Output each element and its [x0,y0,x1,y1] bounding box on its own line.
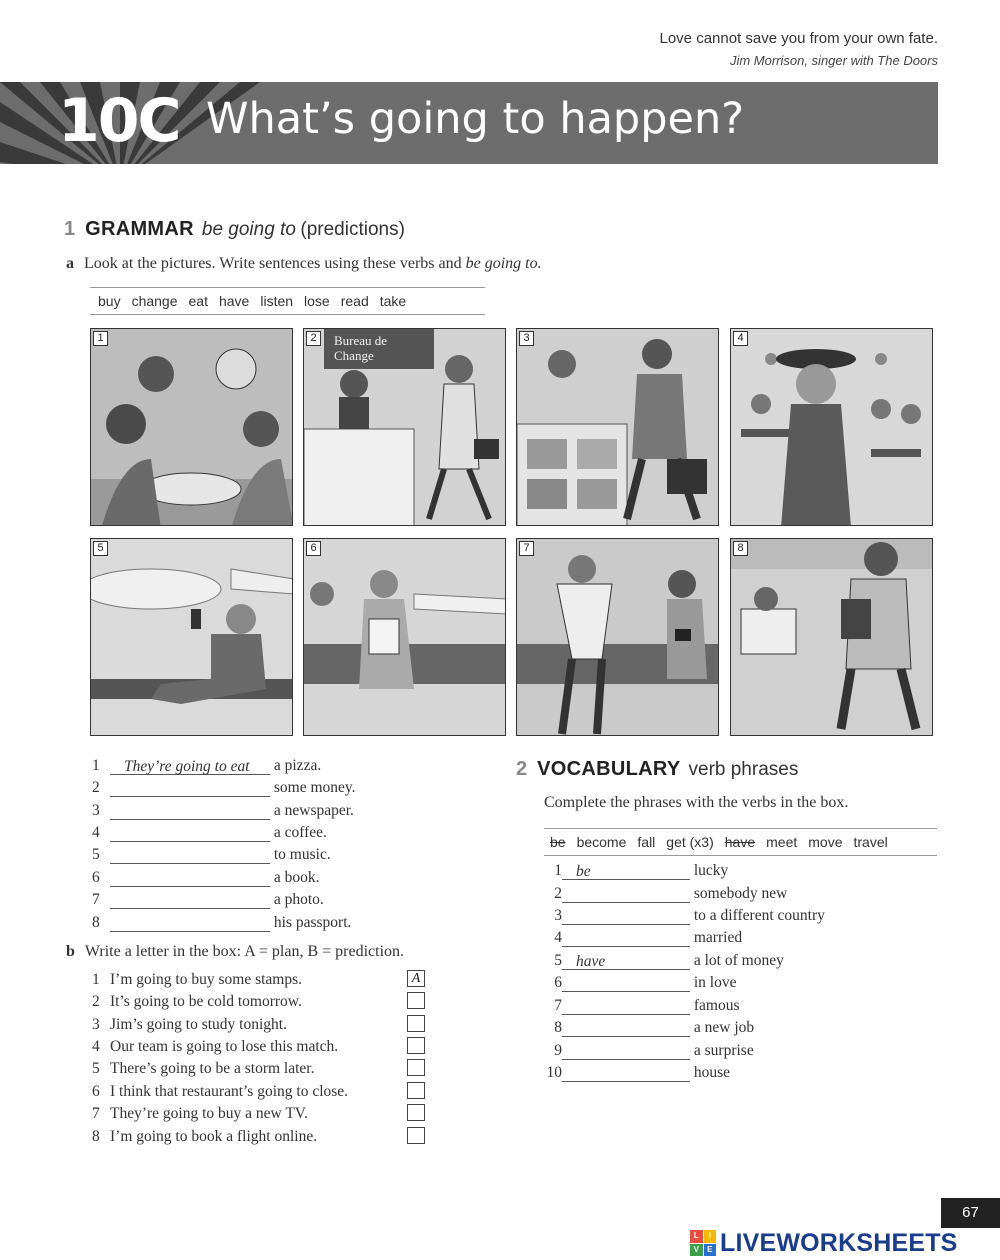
answer-box[interactable] [407,1059,425,1076]
phrase-row: 9 a surprise [554,1042,754,1059]
section-2-instruction: Complete the phrases with the verbs in the box. [544,794,849,811]
sentence-row: 2 some money. [92,779,356,796]
sentence-row: 3 a newspaper. [92,802,354,819]
part-a-instruction: a Look at the pictures. Write sentences using these verbs and be going to. [66,255,542,272]
section-1-number: 1 [64,218,76,240]
list-item: 7 They’re going to buy a new TV. [92,1105,308,1122]
people-taking-photo-illustration [517,539,719,736]
verb-word: buy [98,293,121,309]
phrase-row: 8 a new job [554,1019,755,1036]
answer-field[interactable] [562,886,690,903]
list-item: 3 Jim’s going to study tonight. [92,1016,287,1033]
answer-field[interactable]: They’re going to eat [110,758,270,775]
sentence-row: 6 a book. [92,869,320,886]
picture-3 [516,328,719,526]
verb-box-2 [544,828,937,856]
picture-6 [303,538,506,736]
verb-word: meet [766,834,798,850]
part-b-letter: b [66,943,75,960]
sentence-row: 4 a coffee. [92,824,327,841]
verb-word-used: be [550,834,566,850]
answer-box[interactable] [407,1015,425,1032]
phrase-row: 10 house [546,1064,731,1081]
quote-author: Jim Morrison, singer with The Doors [729,53,938,68]
picture-number: 8 [733,541,748,556]
picture-7 [516,538,719,736]
picture-number: 2 [306,331,321,346]
picture-number: 1 [93,331,108,346]
answer-field[interactable] [562,998,690,1015]
picture-1 [90,328,293,526]
answer-field[interactable] [562,1020,690,1037]
part-a-letter: a [66,255,74,272]
picture-grid [90,328,934,738]
verb-word: have [218,293,250,309]
answer-field[interactable] [110,892,270,909]
bureau-de-change-sign: Bureau de Change [334,333,388,363]
picture-2 [303,328,506,526]
section-2-number: 2 [516,758,528,780]
list-item: 8 I’m going to book a flight online. [92,1128,318,1145]
phrase-row: 2 somebody new [554,885,788,902]
list-item: 2 It’s going to be cold tomorrow. [92,993,302,1010]
section-2-heading [516,758,798,781]
picture-5 [90,538,293,736]
part-b-instruction: b Write a letter in the box: A = plan, B = prediction. [66,943,405,960]
verb-word-used: have [724,834,756,850]
phrase-row: 1 be lucky [554,862,729,880]
quote-text: Love cannot save you from your own fate. [659,30,938,47]
verb-word: listen [260,293,294,309]
answer-field[interactable]: be [562,863,690,880]
verb-word: eat [188,293,208,309]
picture-8 [730,538,933,736]
phrase-row: 5 have a lot of money [554,952,784,970]
list-item: 5 There’s going to be a storm later. [92,1060,315,1077]
picture-number: 4 [733,331,748,346]
list-item: 4 Our team is going to lose this match. [92,1038,339,1055]
section-2-subtitle: verb phrases [688,759,799,780]
verb-word: fall [637,834,656,850]
verb-word: read [340,293,369,309]
verb-word: change [131,293,178,309]
verb-word: lose [304,293,330,309]
phrase-row: 6 in love [554,974,737,991]
answer-field[interactable] [110,803,270,820]
verb-box-1 [90,287,485,315]
brand-name: LIVEWORKSHEETS [720,1228,958,1257]
epigraph [660,30,939,68]
answer-field[interactable] [562,1043,690,1060]
section-2-tag: VOCABULARY [537,758,681,780]
list-item: 6 I think that restaurant’s going to close. [92,1083,349,1100]
phrase-row: 7 famous [554,997,740,1014]
section-1-tag: GRAMMAR [85,218,194,240]
phrase-row: 3 to a different country [554,907,825,924]
answer-field[interactable] [110,825,270,842]
page-number: 67 [941,1198,1000,1228]
verb-word: move [808,834,843,850]
list-item: 1 I’m going to buy some stamps. [92,971,303,988]
people-eating-pizza-illustration [91,329,293,526]
answer-box[interactable] [407,1127,425,1144]
section-1-subtitle: (predictions) [300,219,405,240]
verb-word: become [576,834,627,850]
answer-box[interactable] [407,992,425,1009]
section-1-heading [64,218,405,241]
picture-number: 3 [519,331,534,346]
sentence-row: 7 a photo. [92,891,324,908]
answer-box[interactable] [407,1104,425,1121]
picture-number: 5 [93,541,108,556]
answer-field[interactable] [110,915,270,932]
answer-field[interactable] [110,847,270,864]
answer-field[interactable] [110,870,270,887]
answer-box[interactable]: A [407,970,425,987]
sentence-row: 1 They’re going to eat a pizza. [92,757,322,775]
man-listening-airport-illustration [91,539,293,736]
liveworksheets-logo-icon: L I V E [690,1230,716,1256]
man-with-passport-illustration [731,539,933,736]
verb-word: get (x3) [666,834,714,850]
picture-number: 6 [306,541,321,556]
verb-word: travel [853,834,888,850]
answer-field[interactable]: have [562,953,690,970]
answer-field[interactable] [562,1065,690,1082]
answer-box[interactable] [407,1082,425,1099]
answer-field[interactable] [562,930,690,947]
phrase-row: 4 married [554,929,743,946]
answer-field[interactable] [110,780,270,797]
woman-in-cafe-illustration [731,329,933,526]
sentence-row: 8 his passport. [92,914,352,931]
lesson-banner [0,82,938,164]
verb-word: take [379,293,407,309]
woman-reading-book-illustration [304,539,506,736]
man-at-newsstand-illustration [517,329,719,526]
answer-box[interactable] [407,1037,425,1054]
answer-field[interactable] [562,975,690,992]
lesson-code: 10C [58,86,180,156]
picture-4 [730,328,933,526]
answer-field[interactable] [562,908,690,925]
lesson-title: What’s going to happen? [206,94,745,144]
sentence-row: 5 to music. [92,846,331,863]
picture-number: 7 [519,541,534,556]
section-1-subtitle-italic: be going to [201,219,296,240]
liveworksheets-brand [690,1228,958,1258]
